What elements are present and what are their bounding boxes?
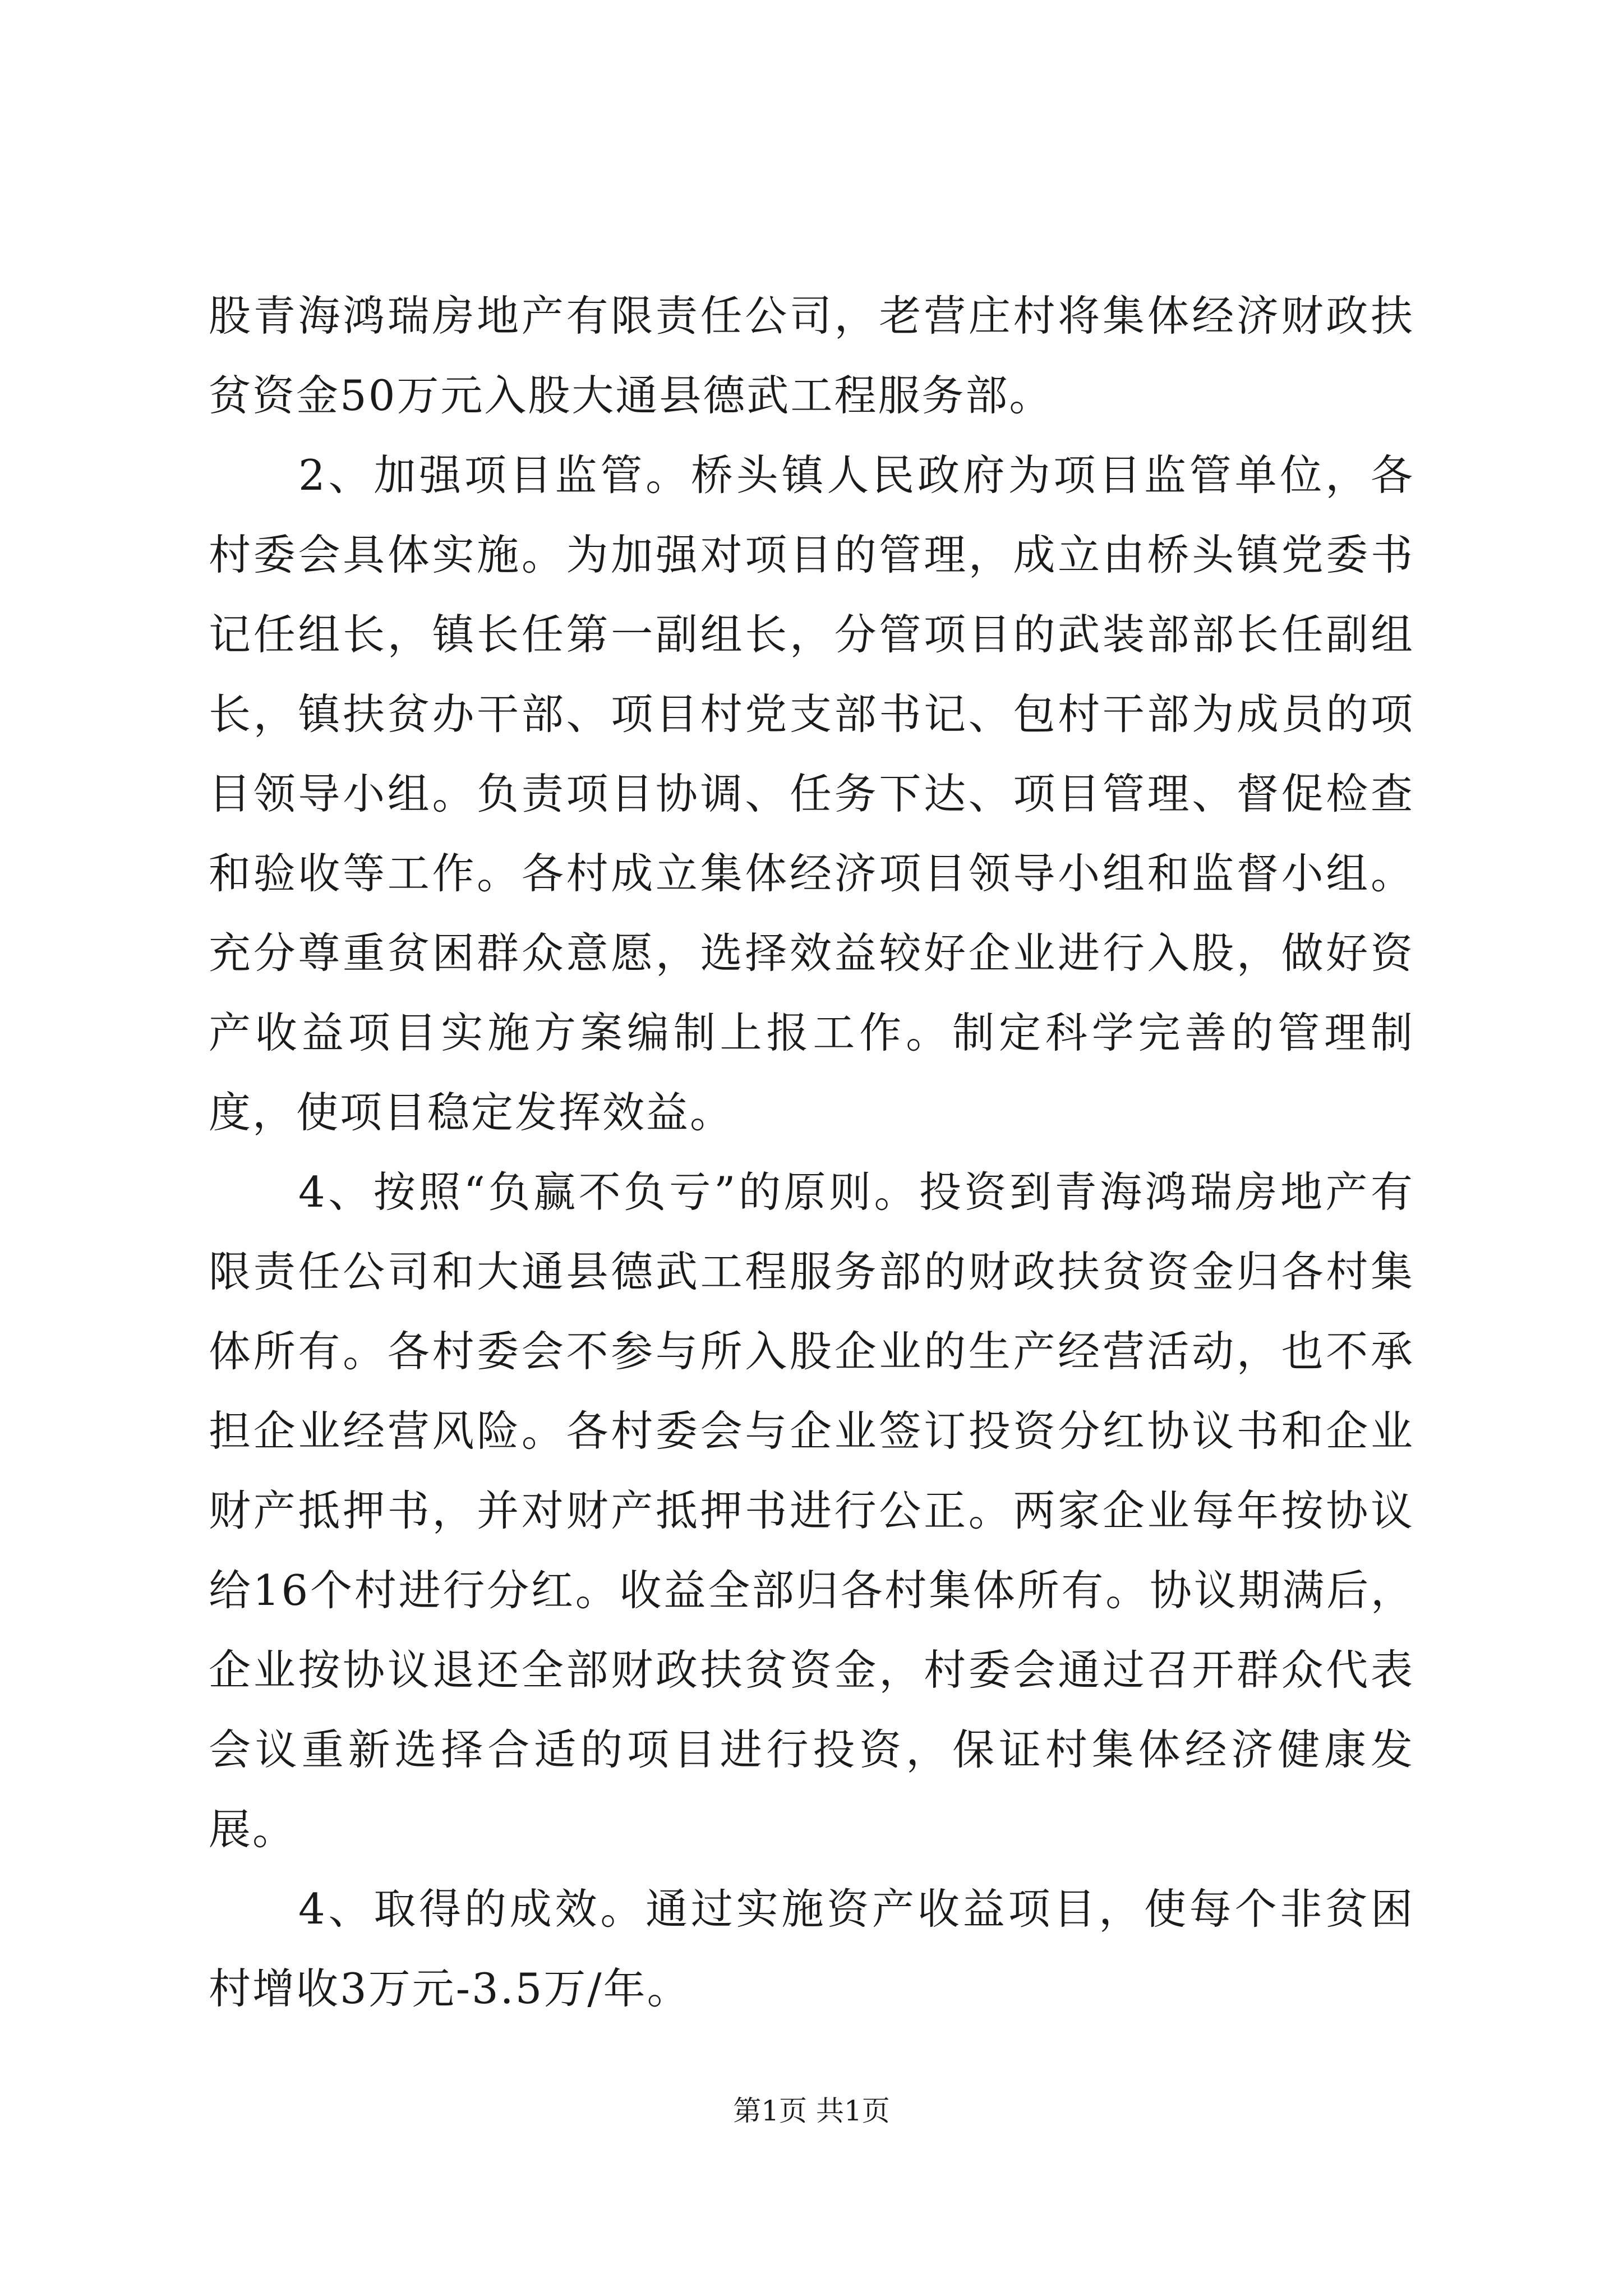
paragraph-results: 4、取得的成效。通过实施资产收益项目，使每个非贫困村增收3万元-3.5万/年。 bbox=[209, 1884, 1414, 2013]
paragraph-project-supervision: 2、加强项目监管。桥头镇人民政府为项目监管单位，各村委会具体实施。为加强对项目的管理，成立由桥头镇党委书记任组长，镇长任第一副组长，分管项目的武装部部长任副组长，镇扶贫办干部、项目村党支部书记、包村干部为成员的项目领导小组。负责项目协调、任务下达、项目管理、督促检查和验收等工作。各村成立集体经济项目领导小组和监督小组。充分尊重贫困群众意愿，选择效益较好企业进行入股，做好资产收益项目实施方案编制上报工作。制定科学完善的管理制度，使项目稳定发挥效益。 bbox=[209, 450, 1414, 1137]
paragraph-continuation: 股青海鸿瑞房地产有限责任公司，老营庄村将集体经济财政扶贫资金50万元入股大通县德武工程服务部。 bbox=[209, 291, 1414, 420]
page-number-footer: 第1页 共1页 bbox=[733, 2095, 890, 2127]
document-body bbox=[209, 276, 1414, 2028]
paragraph-profit-principle: 4、按照“负赢不负亏”的原则。投资到青海鸿瑞房地产有限责任公司和大通县德武工程服务部的财政扶贫资金归各村集体所有。各村委会不参与所入股企业的生产经营活动，也不承担企业经营风险。各村委会与企业签订投资分红协议书和企业财产抵押书，并对财产抵押书进行公正。两家企业每年按协议给16个村进行分红。收益全部归各村集体所有。协议期满后，企业按协议退还全部财政扶贫资金，村委会通过召开群众代表会议重新选择合适的项目进行投资，保证村集体经济健康发展。 bbox=[209, 1167, 1414, 1854]
